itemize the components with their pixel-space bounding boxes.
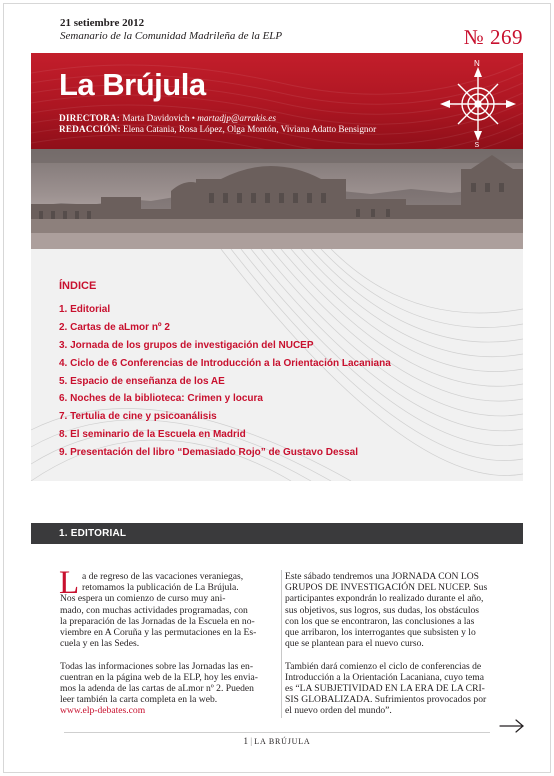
director-email[interactable]: martadjp@arrakis.es xyxy=(197,113,276,123)
body-line: es “LA SUBJETIVIDAD EN LA ERA DE LA CRI- xyxy=(285,682,485,694)
compass-rose-icon xyxy=(436,57,520,147)
body-line: cuela y en las Sedes. xyxy=(60,638,140,650)
editorial-left-column xyxy=(59,565,274,717)
body-line: viembre en A Coruña y las permutaciones en la Es- xyxy=(60,626,257,638)
body-line: que se plantean para el nuevo curso. xyxy=(285,638,424,650)
drop-cap: L xyxy=(59,565,80,601)
index-item[interactable]: 3. Jornada de los grupos de investigación del NUCEP xyxy=(59,339,314,351)
masthead-banner xyxy=(31,53,523,149)
body-line: la preparación de las Jornadas de la Escuela en no- xyxy=(60,615,255,627)
body-line: cuentran en la página web de la ELP, hoy les envia- xyxy=(60,671,258,683)
masthead-title: La Brújula xyxy=(59,67,206,102)
index-title: ÍNDICE xyxy=(59,280,97,292)
index-item[interactable]: 8. El seminario de la Escuela en Madrid xyxy=(59,429,246,441)
index-item[interactable]: 9. Presentación del libro “Demasiado Rojo” de Gustavo Dessal xyxy=(59,447,358,459)
body-line: con los que se encontraron, las conclusiones a las xyxy=(285,615,475,627)
director-name: Marta Davidovich xyxy=(122,113,190,123)
index-item[interactable]: 1. Editorial xyxy=(59,304,111,315)
arrow-right-icon[interactable] xyxy=(499,719,525,733)
body-line: el nuevo orden del mundo”. xyxy=(285,705,392,717)
redaccion-names: Elena Catania, Rosa López, Olga Montón, Viviana Adatto Bensignor xyxy=(123,124,377,134)
page-number: 1 xyxy=(243,736,248,746)
column-divider xyxy=(281,570,282,718)
index-panel xyxy=(31,249,523,481)
index-item[interactable]: 7. Tertulia de cine y psicoanálisis xyxy=(59,411,217,423)
body-line: leer también la carta completa en la web. xyxy=(60,694,218,706)
body-line: a de regreso de las vacaciones veraniegas, xyxy=(82,571,244,582)
body-line: sus objetivos, sus logros, sus dudas, los obstáculos xyxy=(285,604,480,616)
issue-date: 21 setiembre 2012 xyxy=(60,17,145,29)
body-line: retomamos la publicación de La Brújula. xyxy=(82,582,239,594)
body-line: Este sábado tendremos una JORNADA CON LOS xyxy=(285,571,479,582)
body-line: Nos espera un comienzo de curso muy ani- xyxy=(60,593,226,605)
index-item[interactable]: 4. Ciclo de 6 Conferencias de Introducción a la Orientación Lacaniana xyxy=(59,357,391,369)
page-footer xyxy=(0,736,554,746)
body-line: mos la adenda de las cartas de aLmor nº 2. Pueden xyxy=(60,682,254,694)
footer-separator: | xyxy=(250,736,253,746)
masthead-credits xyxy=(59,113,376,135)
body-line: participantes expondrán lo realizado durante el año, xyxy=(285,593,484,605)
director-label: DIRECTORA: xyxy=(59,113,121,123)
body-line: Introducción a la Orientación Lacaniana, cuyo tema xyxy=(285,671,484,683)
footer-publication: LA BRÚJULA xyxy=(254,737,311,746)
redaccion-label: REDACCIÓN: xyxy=(59,124,121,134)
director-line: DIRECTORA: Marta Davidovich • martadjp@arrakis.es xyxy=(59,113,276,123)
compass-n: N xyxy=(474,59,480,68)
body-line: GRUPOS DE INVESTIGACIÓN DEL NUCEP. Sus xyxy=(285,582,488,594)
body-line: También dará comienzo el ciclo de conferencias de xyxy=(285,660,482,672)
issue-number: № 269 xyxy=(463,25,523,49)
index-list xyxy=(59,304,391,465)
body-line: mado, con muchas actividades programadas, con xyxy=(60,604,248,616)
website-link[interactable]: www.elp-debates.com xyxy=(60,705,146,717)
city-skyline-photo xyxy=(31,149,523,249)
body-line: que arribaron, los interrogantes que subsisten y lo xyxy=(285,626,476,638)
section-title: 1. EDITORIAL xyxy=(59,528,127,539)
index-item[interactable]: 5. Espacio de enseñanza de los AE xyxy=(59,375,225,387)
redaccion-line xyxy=(59,124,376,135)
section-header xyxy=(31,523,523,544)
index-item[interactable]: 2. Cartas de aLmor nº 2 xyxy=(59,321,170,333)
editorial-right-column xyxy=(285,571,498,716)
publication-subtitle: Semanario de la Comunidad Madrileña de la ELP xyxy=(60,30,283,42)
index-item[interactable]: 6. Noches de la biblioteca: Crimen y locura xyxy=(59,393,263,405)
compass-s: S xyxy=(474,142,480,147)
footer-rule xyxy=(64,732,490,733)
body-line: SIS GLOBALIZADA. Sufrimientos provocados por xyxy=(285,694,487,706)
body-line: Todas las informaciones sobre las Jornadas las en- xyxy=(60,660,254,672)
